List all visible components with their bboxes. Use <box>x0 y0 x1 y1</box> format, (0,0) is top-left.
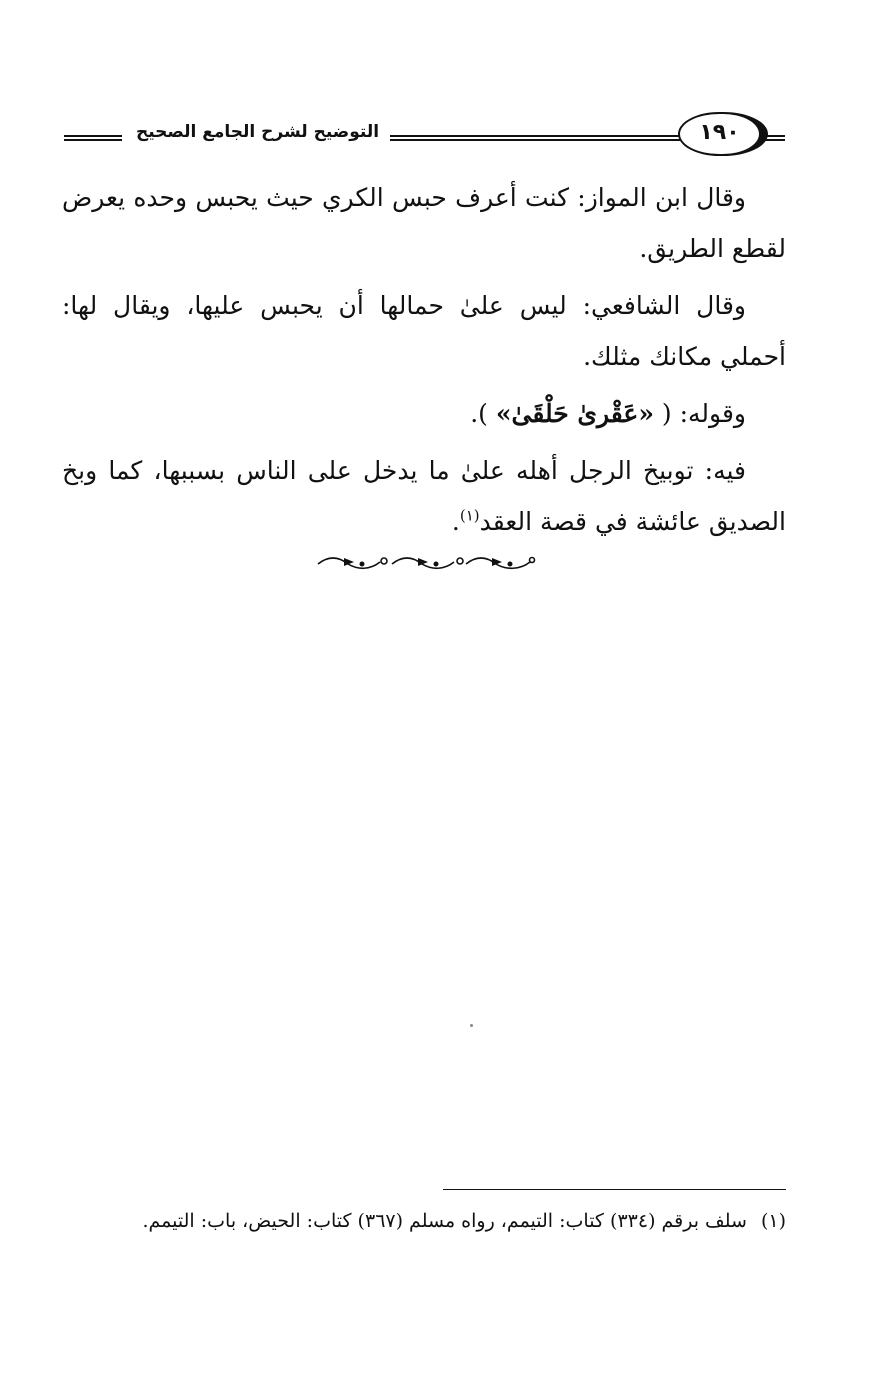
paragraph-ibn-al-mawwaz <box>62 172 786 274</box>
page-number: ١٩٠ <box>699 120 740 145</box>
main-text <box>62 172 786 553</box>
header-rule-middle <box>390 135 690 141</box>
paragraph-quote <box>62 388 786 439</box>
page-number-badge <box>678 112 768 156</box>
footnote-text: سلف برقم (٣٣٤) كتاب: التيمم، رواه مسلم (٣٦٧) كتاب: الحيض، باب: التيمم. <box>142 1210 747 1232</box>
paragraph-text: فيه: توبيخ الرجل أهله علىٰ ما يدخل على الناس بسببها، كما وبخ الصديق عائشة في قصة العقد <box>62 456 786 536</box>
running-header <box>60 112 785 162</box>
quoted-phrase: «عَقْرىٰ حَلْقَىٰ» <box>495 399 654 428</box>
header-rule-right <box>760 135 785 141</box>
footnote-separator <box>443 1189 786 1190</box>
header-title: التوضيح لشرح الجامع الصحيح <box>135 122 380 142</box>
paragraph-al-shafii <box>62 280 786 382</box>
paragraph-text: وقال ابن المواز: كنت أعرف حبس الكري حيث يحبس وحده يعرض لقطع الطريق. <box>62 183 786 263</box>
paragraph-text: وقال الشافعي: ليس علىٰ حمالها أن يحبس عليها، ويقال لها: أحملي مكانك مثلك. <box>62 291 786 371</box>
footnote-reference[interactable]: (١) <box>459 506 480 525</box>
quote-prefix: وقوله: ( <box>661 399 746 428</box>
paragraph-commentary <box>62 445 786 547</box>
section-ornament-icon <box>314 552 536 572</box>
end-period: . <box>451 507 460 536</box>
quote-suffix: ). <box>470 399 488 428</box>
header-rule-left <box>64 135 122 141</box>
footnote-marker: (١) <box>760 1210 786 1232</box>
print-speck <box>470 1024 473 1027</box>
footnote <box>70 1202 786 1240</box>
